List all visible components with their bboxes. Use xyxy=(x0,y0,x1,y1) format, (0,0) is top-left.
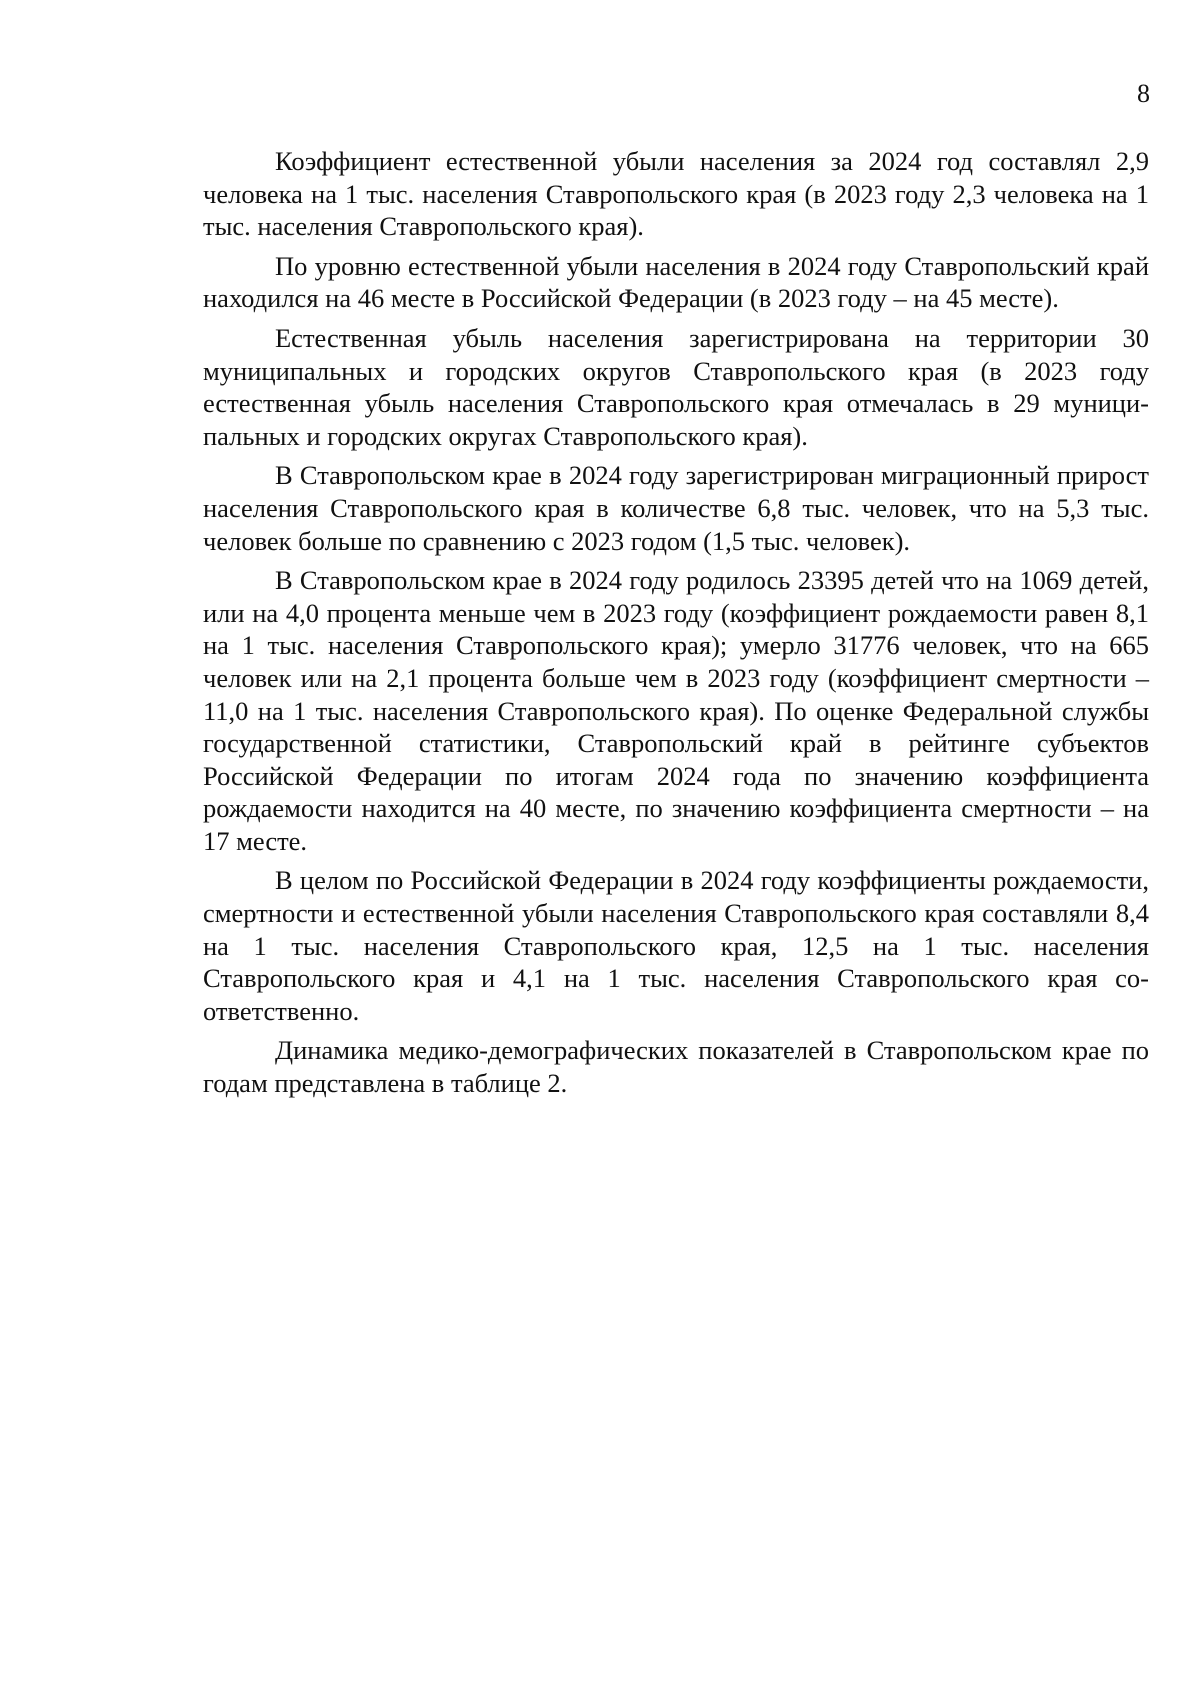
paragraph-districts-decline: Естественная убыль населения зарегистрирована на территории 30 муниципальных и городских округов Ставропольского края (в 2023 году естественная убыль населения Ставропольского края отмечалась в 29 муниципальных и городских округах Ставропольского края). xyxy=(203,322,1149,451)
page-number: 8 xyxy=(1137,79,1150,108)
paragraph-federal-ranking: По уровню естественной убыли населения в 2024 году Ставропольский край находился на 46 месте в Российской Федерации (в 2023 году – на 45 месте). xyxy=(203,250,1149,314)
paragraph-russia-overall: В целом по Российской Федерации в 2024 году коэффициенты рождаемости, смертности и естественной убыли населения Ставропольского края составляли 8,4 на 1 тыс. населения Ставропольского края, 12,5 на 1 тыс. населения Ставропольского края и 4,1 на 1 тыс. населения Ставропольского края соответственно. xyxy=(203,865,1149,1026)
paragraph-natural-decline-rate: Коэффициент естественной убыли населения за 2024 год составлял 2,9 человека на 1 тыс. населения Ставропольского края (в 2023 году 2,3 человека на 1 тыс. населения Ставропольского края). xyxy=(203,146,1149,242)
paragraph-table-reference: Динамика медико-демографических показателей в Ставропольском крае по годам представлена в таблице 2. xyxy=(203,1035,1149,1099)
paragraph-births-deaths: В Ставропольском крае в 2024 году родилось 23395 детей что на 1069 детей, или на 4,0 процента меньше чем в 2023 году (коэффициент рождаемости равен 8,1 на 1 тыс. населения Ставропольского края); умерло 31776 человек, что на 665 человек или на 2,1 процента больше чем в 2023 году (коэффициент смертности – 11,0 на 1 тыс. населения Ставропольского края). По оценке Федеральной службы государственной статистики, Ставропольский край в рейтинге субъектов Российской Федерации по итогам 2024 года по значению коэффициента рождаемости находится на 40 месте, по значению коэффициента смертности – на 17 месте. xyxy=(203,565,1149,856)
document-body xyxy=(203,145,1149,1100)
paragraph-migration-growth: В Ставропольском крае в 2024 году зарегистрирован миграционный прирост населения Ставропольского края в количестве 6,8 тыс. человек, что на 5,3 тыс. человек больше по сравнению с 2023 годом (1,5 тыс. человек). xyxy=(203,460,1149,556)
